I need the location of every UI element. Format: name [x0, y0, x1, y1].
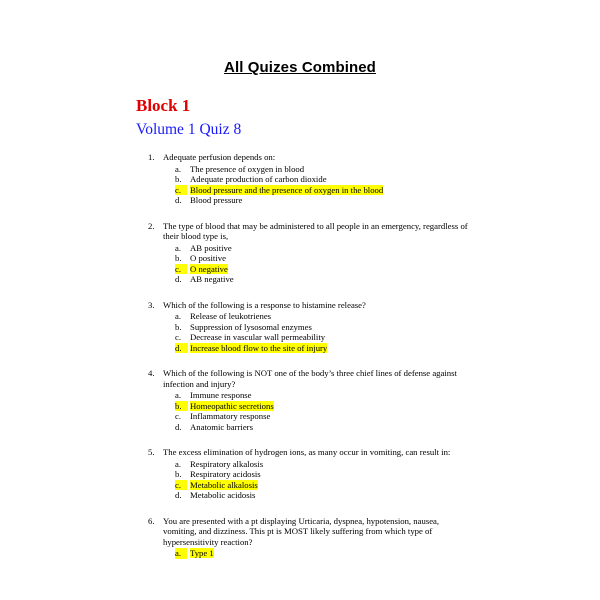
option-text: Adequate production of carbon dioxide: [190, 174, 327, 184]
option-text: Metabolic acidosis: [190, 490, 256, 500]
option-text: Release of leukotrienes: [190, 311, 272, 321]
option-text: Blood pressure: [190, 195, 243, 205]
answer-option: [163, 174, 468, 185]
option-text: Inflammatory response: [190, 411, 271, 421]
option-letter: b.: [175, 321, 182, 332]
question-item: [148, 447, 468, 501]
question-text: The type of blood that may be administered to all people in an emergency, regardless of their blood type is,: [163, 220, 468, 241]
question-text: Adequate perfusion depends on:: [163, 152, 276, 162]
option-letter: c.: [175, 185, 187, 196]
option-text: Respiratory alkalosis: [190, 458, 264, 469]
option-letter: a.: [175, 163, 182, 174]
option-text: Metabolic alkalosis: [190, 479, 258, 490]
answer-option: [163, 322, 468, 333]
highlighted-answer-option: [163, 548, 468, 559]
option-text: Type 1: [190, 548, 214, 558]
answer-option: [163, 195, 468, 206]
answer-options: [163, 243, 468, 285]
answer-option: [163, 164, 468, 175]
option-letter: a.: [175, 242, 182, 253]
answer-options: [163, 548, 468, 559]
question-item: [148, 368, 468, 432]
question-item: [148, 152, 468, 206]
document-title: All Quizes Combined: [224, 59, 376, 76]
answer-option: [163, 311, 468, 322]
highlighted-answer-option: [163, 480, 468, 491]
option-letter: c.: [175, 332, 182, 342]
answer-option: [163, 411, 468, 422]
option-text: O negative: [190, 263, 228, 274]
answer-option: [163, 459, 468, 470]
question-list: [148, 152, 468, 574]
option-letter: c.: [175, 411, 182, 421]
question-item: [148, 221, 468, 285]
option-text: O positive: [190, 253, 226, 263]
question-text: Which of the following is NOT one of the body’s three chief lines of defense against infection and injury?: [163, 368, 457, 389]
option-text: Respiratory acidosis: [190, 469, 261, 479]
question-text: Which of the following is a response to histamine release?: [163, 299, 366, 310]
answer-options: [163, 390, 468, 432]
question-number: 2.: [148, 220, 155, 231]
option-letter: c.: [175, 480, 187, 491]
answer-option: [163, 490, 468, 501]
highlighted-answer-option: [163, 185, 468, 196]
answer-option: [163, 390, 468, 401]
option-letter: d.: [175, 421, 182, 432]
option-letter: d.: [175, 343, 188, 354]
option-letter: b.: [175, 401, 188, 412]
question-number: 5.: [148, 447, 155, 457]
option-text: Increase blood flow to the site of injury: [190, 342, 328, 353]
option-letter: a.: [175, 311, 182, 321]
option-text: AB positive: [190, 242, 232, 253]
option-letter: b.: [175, 469, 182, 479]
answer-option: [163, 243, 468, 254]
answer-option: [163, 469, 468, 480]
option-letter: a.: [175, 390, 182, 400]
option-text: Anatomic barriers: [190, 421, 253, 432]
question-item: [148, 300, 468, 354]
option-letter: d.: [175, 490, 182, 500]
option-letter: c.: [175, 264, 187, 275]
answer-options: [163, 459, 468, 501]
option-letter: b.: [175, 174, 182, 184]
option-text: Homeopathic secretions: [190, 400, 274, 411]
question-number: 1.: [148, 152, 155, 162]
answer-option: [163, 332, 468, 343]
question-number: 6.: [148, 515, 155, 526]
answer-options: [163, 164, 468, 206]
option-text: Blood pressure and the presence of oxygen in the blood: [190, 184, 384, 195]
option-letter: a.: [175, 458, 182, 469]
highlighted-answer-option: [163, 264, 468, 275]
answer-options: [163, 311, 468, 353]
option-text: AB negative: [190, 274, 234, 284]
option-letter: a.: [175, 548, 187, 559]
question-text: The excess elimination of hydrogen ions, as many occur in vomiting, can result in:: [163, 447, 451, 457]
option-letter: d.: [175, 274, 182, 284]
option-letter: b.: [175, 253, 182, 263]
question-item: [148, 516, 468, 559]
answer-option: [163, 274, 468, 285]
highlighted-answer-option: [163, 343, 468, 354]
question-number: 3.: [148, 299, 155, 310]
highlighted-answer-option: [163, 401, 468, 412]
question-number: 4.: [148, 368, 155, 378]
quiz-heading: Volume 1 Quiz 8: [136, 121, 242, 138]
option-text: Immune response: [190, 390, 252, 400]
option-text: Suppression of lysosomal enzymes: [190, 321, 312, 332]
question-text: You are presented with a pt displaying Urticaria, dyspnea, hypotension, nausea, vomiting, and dizziness. This pt is MOST likely suffering from which type of hypersensitivity reaction?: [163, 515, 440, 547]
answer-option: [163, 422, 468, 433]
option-text: The presence of oxygen in blood: [190, 163, 305, 174]
option-letter: d.: [175, 195, 182, 205]
answer-option: [163, 253, 468, 264]
option-text: Decrease in vascular wall permeability: [190, 332, 326, 342]
block-heading: Block 1: [136, 96, 191, 115]
